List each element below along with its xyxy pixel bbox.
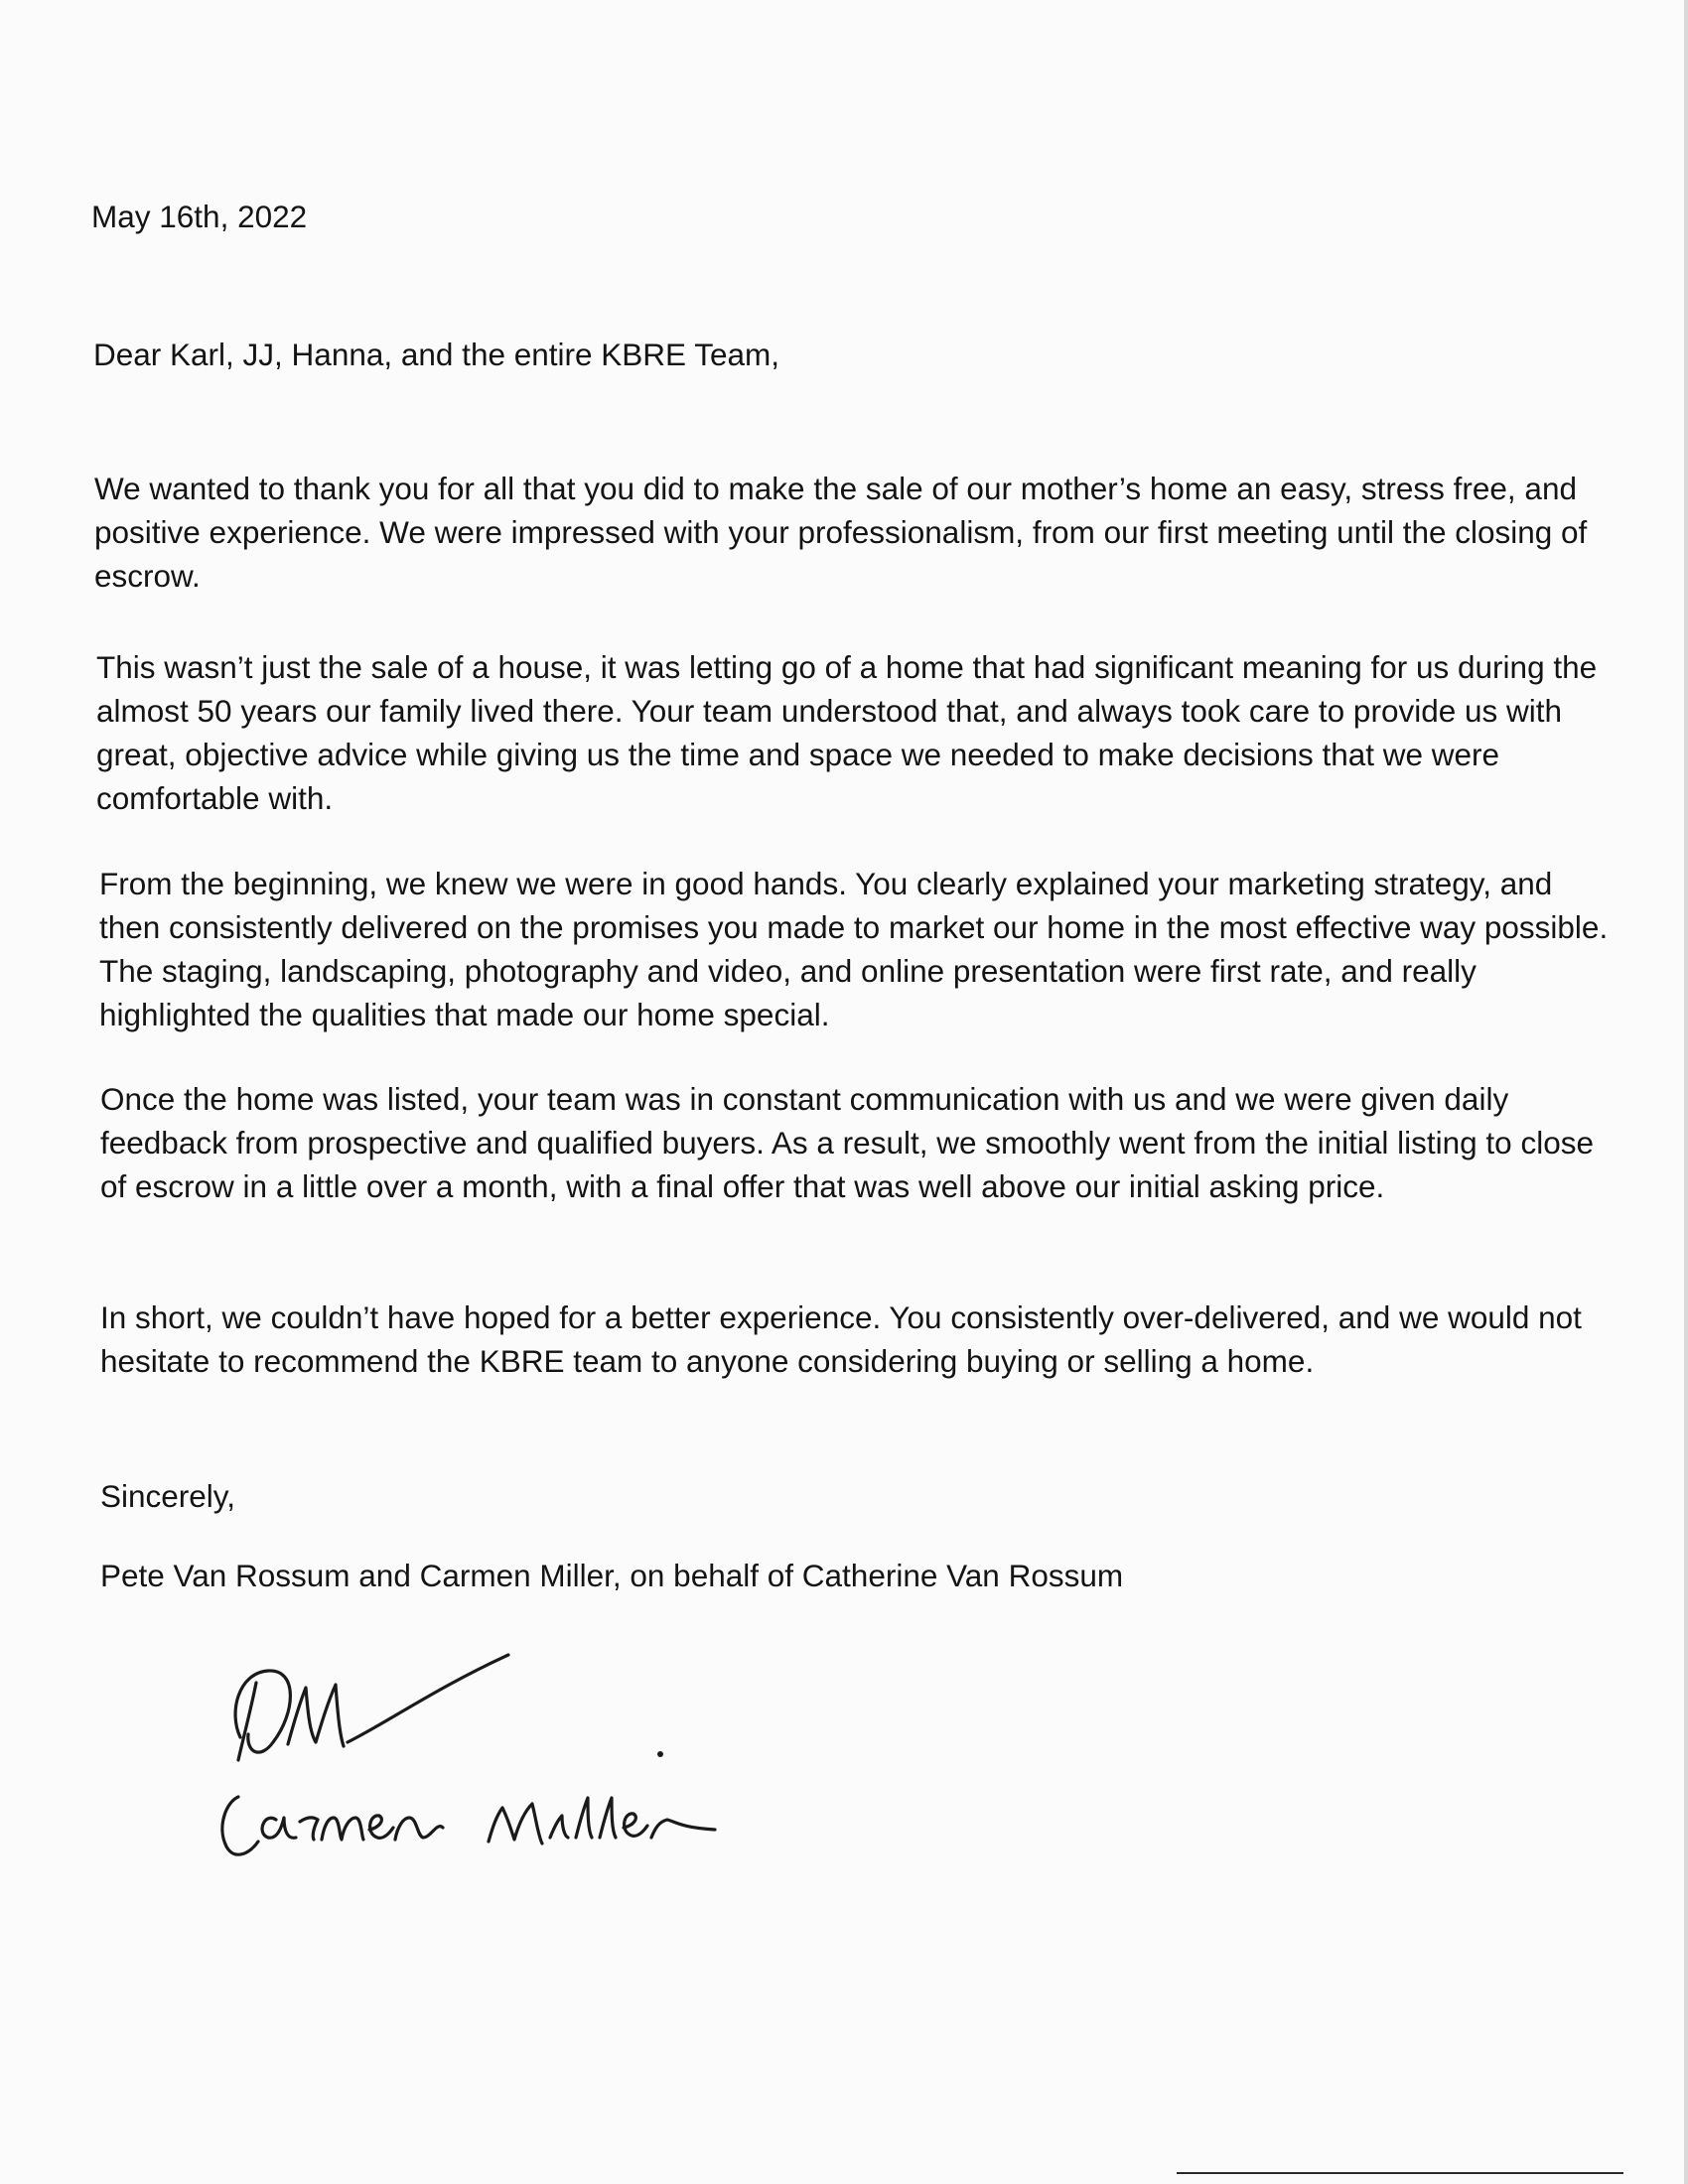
signers-line: Pete Van Rossum and Carmen Miller, on behalf of Catherine Van Rossum: [100, 1558, 1124, 1593]
body-paragraph: We wanted to thank you for all that you did to make the sale of our mother’s home an easy, stress free, and positive experience. We were impressed with your professionalism, from our first meeting until the closing of escrow.: [94, 471, 1588, 594]
divider-line: [1177, 2172, 1623, 2174]
body-paragraph: Once the home was listed, your team was in constant communication with us and we were given daily feedback from prospective and qualified buyers. As a result, we smoothly went from the initial listing to close of escrow in a little over a month, with a final offer that was well above our initial asking price.: [100, 1081, 1594, 1204]
salutation: Dear Karl, JJ, Hanna, and the entire KBRE Team,: [93, 337, 780, 372]
body-paragraph: This wasn’t just the sale of a house, it was letting go of a home that had significant meaning for us during the almost 50 years our family lived there. Your team understood that, and always took care to provide us with great, objective advice while giving us the time and space we needed to make decisions that we were comfortable with.: [96, 649, 1598, 816]
letter-date: May 16th, 2022: [91, 199, 308, 234]
scan-edge: [1684, 0, 1688, 2184]
body-paragraph: From the beginning, we knew we were in good hands. You clearly explained your marketing strategy, and then consistently delivered on the promises you made to market our home in the most effective way possible. The staging, landscaping, photography and video, and online presentation were first rate, and really highlighted the qualities that made our home special.: [99, 866, 1609, 1032]
closing: Sincerely,: [100, 1478, 235, 1514]
handwritten-signature: [199, 1643, 834, 1881]
body-paragraph: In short, we couldn’t have hoped for a better experience. You consistently over-delivered, and we would not hesitate to recommend the KBRE team to anyone considering buying or selling a home.: [100, 1299, 1582, 1379]
